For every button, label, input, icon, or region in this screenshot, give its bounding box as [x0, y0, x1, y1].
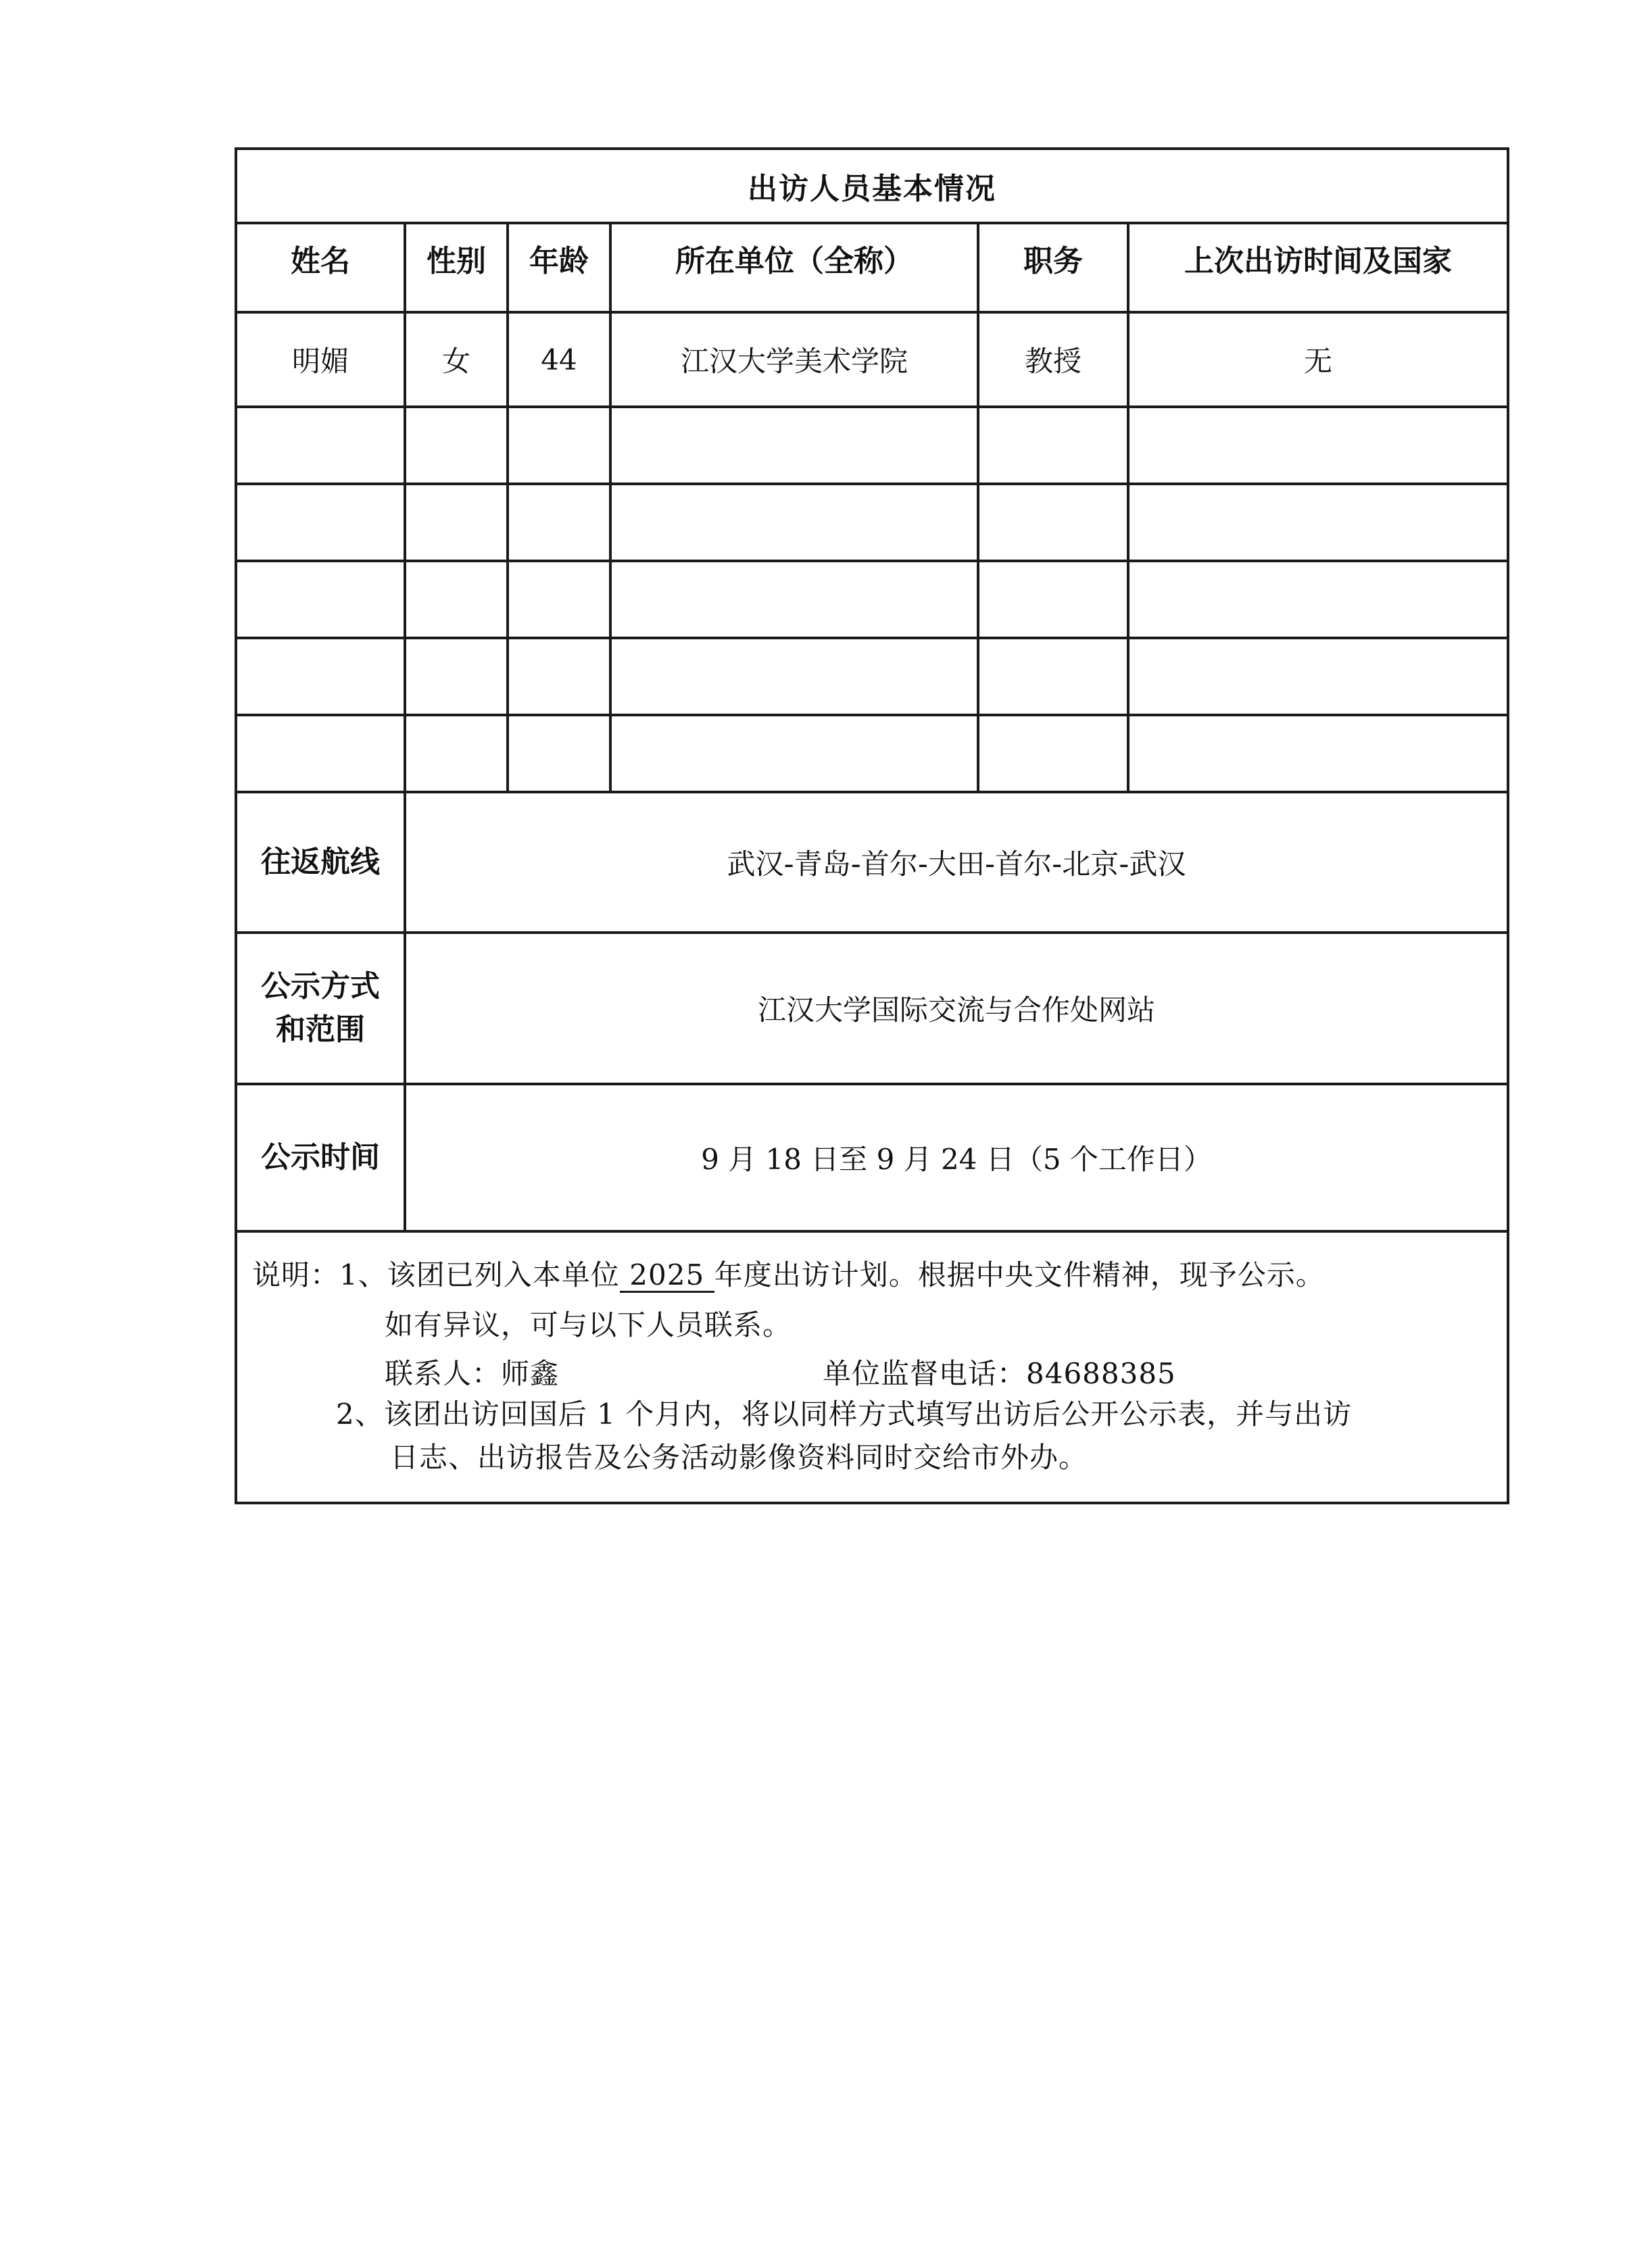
empty-cell: [405, 715, 508, 792]
note-line-5: 日志、出访报告及公务活动影像资料同时交给市外办。: [390, 1441, 1088, 1474]
header-gender: 性别: [405, 223, 508, 312]
empty-cell: [1128, 407, 1508, 484]
note-line-1-prefix: 说明：1、该团已列入本单位: [252, 1258, 620, 1291]
empty-cell: [236, 638, 405, 715]
publicity-time-label: 公示时间: [236, 1084, 405, 1231]
route-value: 武汉-青岛-首尔-大田-首尔-北京-武汉: [405, 792, 1508, 933]
publicity-time-row: [236, 1084, 1508, 1231]
empty-cell: [978, 407, 1128, 484]
empty-row: [236, 638, 1508, 715]
empty-cell: [978, 484, 1128, 561]
empty-cell: [978, 715, 1128, 792]
contact-person: 联系人：师鑫: [385, 1357, 560, 1390]
member-name: 明媚: [236, 312, 405, 407]
plan-year: 2025: [620, 1260, 714, 1293]
publicity-scope-value: 江汉大学国际交流与合作处网站: [405, 933, 1508, 1084]
empty-cell: [236, 407, 405, 484]
note-line-1: [252, 1253, 1325, 1293]
member-row: [236, 312, 1508, 407]
header-unit: 所在单位（全称）: [610, 223, 978, 312]
empty-cell: [1128, 561, 1508, 638]
publicity-scope-label: [236, 933, 405, 1084]
empty-cell: [508, 561, 610, 638]
notes-row: [236, 1231, 1508, 1503]
empty-cell: [1128, 638, 1508, 715]
empty-cell: [236, 484, 405, 561]
supervision-phone: 单位监督电话：84688385: [823, 1357, 1176, 1390]
empty-cell: [978, 638, 1128, 715]
empty-cell: [508, 484, 610, 561]
member-last-visit: 无: [1128, 312, 1508, 407]
member-unit: 江汉大学美术学院: [610, 312, 978, 407]
note-line-2: 如有异议，可与以下人员联系。: [385, 1308, 792, 1341]
visit-publicity-table: [235, 147, 1509, 1504]
route-label: 往返航线: [236, 792, 405, 933]
publicity-scope-label-line2: 和范围: [276, 1012, 365, 1047]
member-gender: 女: [405, 312, 508, 407]
empty-cell: [978, 561, 1128, 638]
empty-cell: [610, 484, 978, 561]
empty-cell: [1128, 484, 1508, 561]
empty-cell: [508, 715, 610, 792]
empty-cell: [1128, 715, 1508, 792]
empty-cell: [236, 561, 405, 638]
route-row: [236, 792, 1508, 933]
empty-row: [236, 715, 1508, 792]
empty-cell: [508, 407, 610, 484]
header-row: [236, 223, 1508, 312]
header-name: 姓名: [236, 223, 405, 312]
empty-cell: [405, 407, 508, 484]
member-position: 教授: [978, 312, 1128, 407]
empty-cell: [610, 407, 978, 484]
note-line-4: 2、该团出访回国后 1 个月内，将以同样方式填写出访后公开公示表，并与出访: [336, 1398, 1353, 1431]
header-age: 年龄: [508, 223, 610, 312]
empty-cell: [610, 638, 978, 715]
publicity-scope-row: [236, 933, 1508, 1084]
publicity-scope-label-line1: 公示方式: [261, 969, 380, 1004]
publicity-time-value: 9 月 18 日至 9 月 24 日（5 个工作日）: [405, 1084, 1508, 1231]
empty-row: [236, 484, 1508, 561]
empty-cell: [610, 715, 978, 792]
empty-cell: [508, 638, 610, 715]
header-position: 职务: [978, 223, 1128, 312]
empty-cell: [405, 484, 508, 561]
empty-cell: [610, 561, 978, 638]
header-last-visit: 上次出访时间及国家: [1128, 223, 1508, 312]
empty-cell: [236, 715, 405, 792]
table-title-row: [236, 149, 1508, 223]
empty-row: [236, 407, 1508, 484]
note-line-1-suffix: 年度出访计划。根据中央文件精神，现予公示。: [714, 1258, 1325, 1291]
empty-cell: [405, 638, 508, 715]
empty-cell: [405, 561, 508, 638]
notes-section: [236, 1231, 1508, 1503]
empty-row: [236, 561, 1508, 638]
table-title: 出访人员基本情况: [236, 149, 1508, 223]
member-age: 44: [508, 312, 610, 407]
